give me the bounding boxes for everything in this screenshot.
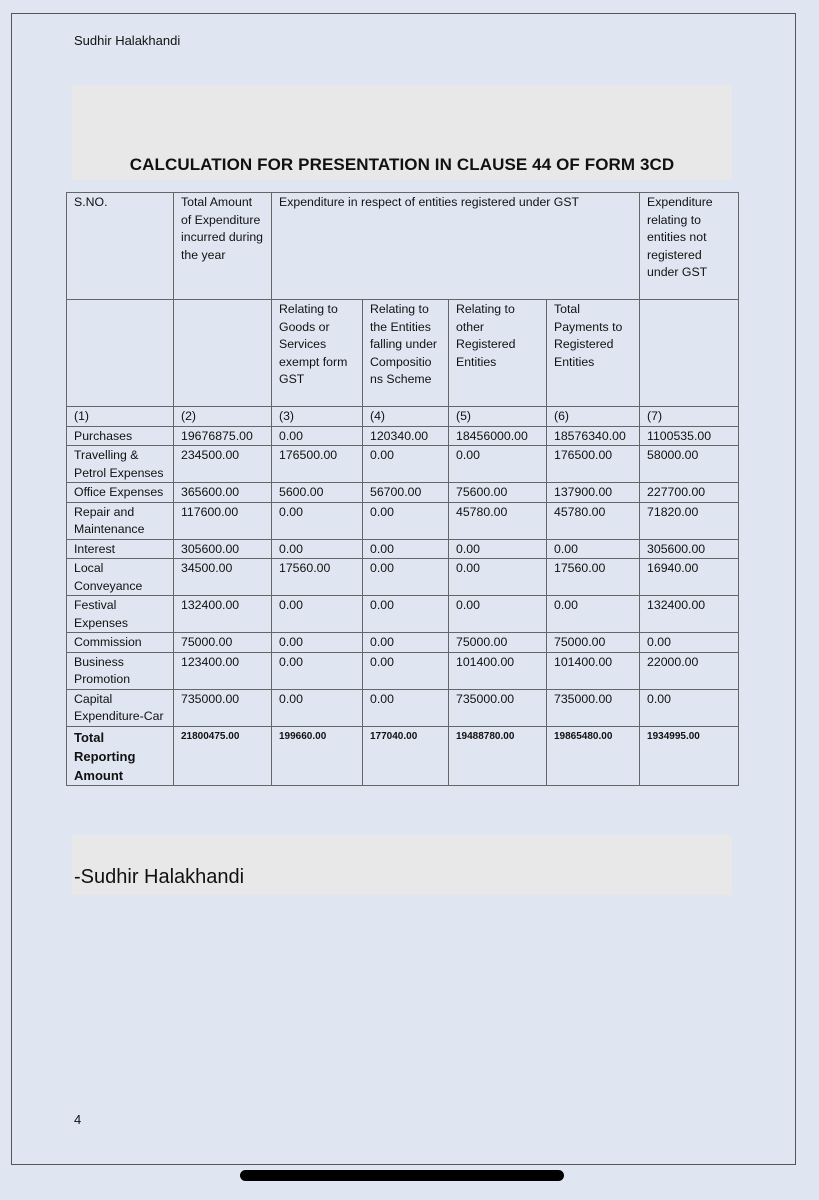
column-number: (7): [640, 407, 739, 427]
cell-value: 5600.00: [272, 483, 363, 503]
cell-value: 17560.00: [272, 559, 363, 596]
total-value: 19865480.00: [547, 726, 640, 785]
table-row: [67, 652, 739, 689]
total-value: 1934995.00: [640, 726, 739, 785]
cell-value: 75000.00: [547, 633, 640, 653]
cell-value: 101400.00: [547, 652, 640, 689]
home-indicator-bar[interactable]: [240, 1170, 564, 1181]
cell-value: 117600.00: [174, 502, 272, 539]
page-number: 4: [74, 1112, 82, 1127]
cell-value: 16940.00: [640, 559, 739, 596]
cell-value: 45780.00: [547, 502, 640, 539]
table-row: [67, 502, 739, 539]
cell-value: 0.00: [449, 596, 547, 633]
cell-value: 0.00: [272, 689, 363, 726]
column-number-row: [67, 407, 739, 427]
table-row: [67, 539, 739, 559]
cell-value: 17560.00: [547, 559, 640, 596]
table-row: [67, 426, 739, 446]
subheader-empty: [67, 300, 174, 407]
total-label: Total Reporting Amount: [67, 726, 174, 785]
cell-value: 45780.00: [449, 502, 547, 539]
row-label: Interest: [67, 539, 174, 559]
header-total-expenditure: Total Amount of Expenditure incurred during the year: [174, 193, 272, 300]
cell-value: 0.00: [363, 596, 449, 633]
cell-value: 0.00: [449, 446, 547, 483]
subheader-other-registered: Relating to other Registered Entities: [449, 300, 547, 407]
cell-value: 75600.00: [449, 483, 547, 503]
cell-value: 305600.00: [640, 539, 739, 559]
cell-value: 0.00: [449, 539, 547, 559]
calculation-table: [66, 192, 739, 786]
cell-value: 227700.00: [640, 483, 739, 503]
row-label: Purchases: [67, 426, 174, 446]
table-row: [67, 633, 739, 653]
total-row: [67, 726, 739, 785]
cell-value: 1100535.00: [640, 426, 739, 446]
document-title: CALCULATION FOR PRESENTATION IN CLAUSE 44 OF FORM 3CD: [129, 155, 675, 174]
subheader-row: [67, 300, 739, 407]
cell-value: 22000.00: [640, 652, 739, 689]
header-sno: S.NO.: [67, 193, 174, 300]
cell-value: 176500.00: [272, 446, 363, 483]
header-author: Sudhir Halakhandi: [74, 33, 181, 48]
row-label: Repair and Maintenance: [67, 502, 174, 539]
cell-value: 305600.00: [174, 539, 272, 559]
cell-value: 0.00: [363, 539, 449, 559]
table-row: [67, 596, 739, 633]
cell-value: 735000.00: [547, 689, 640, 726]
header-registered-group: Expenditure in respect of entities registered under GST: [272, 193, 640, 300]
cell-value: 75000.00: [174, 633, 272, 653]
row-label: Festival Expenses: [67, 596, 174, 633]
header-row: [67, 193, 739, 300]
cell-value: 365600.00: [174, 483, 272, 503]
cell-value: 19676875.00: [174, 426, 272, 446]
column-number: (1): [67, 407, 174, 427]
cell-value: 18576340.00: [547, 426, 640, 446]
column-number: (3): [272, 407, 363, 427]
total-value: 19488780.00: [449, 726, 547, 785]
total-value: 177040.00: [363, 726, 449, 785]
table-row: [67, 559, 739, 596]
subheader-composition: Relating to the Entities falling under Compositio ns Scheme: [363, 300, 449, 407]
cell-value: 132400.00: [640, 596, 739, 633]
signature: -Sudhir Halakhandi: [74, 866, 245, 888]
cell-value: 120340.00: [363, 426, 449, 446]
cell-value: 56700.00: [363, 483, 449, 503]
table-row: [67, 689, 739, 726]
cell-value: 0.00: [272, 426, 363, 446]
cell-value: 0.00: [640, 689, 739, 726]
row-label: Business Promotion: [67, 652, 174, 689]
column-number: (4): [363, 407, 449, 427]
total-value: 199660.00: [272, 726, 363, 785]
row-label: Local Conveyance: [67, 559, 174, 596]
subheader-total-payments: Total Payments to Registered Entities: [547, 300, 640, 407]
cell-value: 58000.00: [640, 446, 739, 483]
cell-value: 71820.00: [640, 502, 739, 539]
cell-value: 0.00: [640, 633, 739, 653]
cell-value: 0.00: [272, 539, 363, 559]
table-row: [67, 483, 739, 503]
cell-value: 0.00: [272, 502, 363, 539]
subheader-exempt: Relating to Goods or Services exempt form GST: [272, 300, 363, 407]
row-label: Office Expenses: [67, 483, 174, 503]
cell-value: 735000.00: [174, 689, 272, 726]
cell-value: 123400.00: [174, 652, 272, 689]
cell-value: 101400.00: [449, 652, 547, 689]
subheader-empty: [174, 300, 272, 407]
cell-value: 0.00: [363, 652, 449, 689]
cell-value: 0.00: [363, 559, 449, 596]
cell-value: 132400.00: [174, 596, 272, 633]
cell-value: 0.00: [272, 596, 363, 633]
subheader-empty: [640, 300, 739, 407]
cell-value: 0.00: [363, 502, 449, 539]
cell-value: 0.00: [272, 633, 363, 653]
cell-value: 0.00: [449, 559, 547, 596]
column-number: (5): [449, 407, 547, 427]
cell-value: 137900.00: [547, 483, 640, 503]
cell-value: 234500.00: [174, 446, 272, 483]
cell-value: 735000.00: [449, 689, 547, 726]
cell-value: 0.00: [272, 652, 363, 689]
column-number: (6): [547, 407, 640, 427]
cell-value: 0.00: [363, 689, 449, 726]
cell-value: 18456000.00: [449, 426, 547, 446]
row-label: Travelling & Petrol Expenses: [67, 446, 174, 483]
cell-value: 0.00: [363, 446, 449, 483]
total-value: 21800475.00: [174, 726, 272, 785]
row-label: Capital Expenditure-Car: [67, 689, 174, 726]
column-number: (2): [174, 407, 272, 427]
row-label: Commission: [67, 633, 174, 653]
cell-value: 75000.00: [449, 633, 547, 653]
cell-value: 176500.00: [547, 446, 640, 483]
table-row: [67, 446, 739, 483]
cell-value: 0.00: [547, 539, 640, 559]
header-not-registered: Expenditure relating to entities not registered under GST: [640, 193, 739, 300]
cell-value: 0.00: [363, 633, 449, 653]
cell-value: 0.00: [547, 596, 640, 633]
cell-value: 34500.00: [174, 559, 272, 596]
